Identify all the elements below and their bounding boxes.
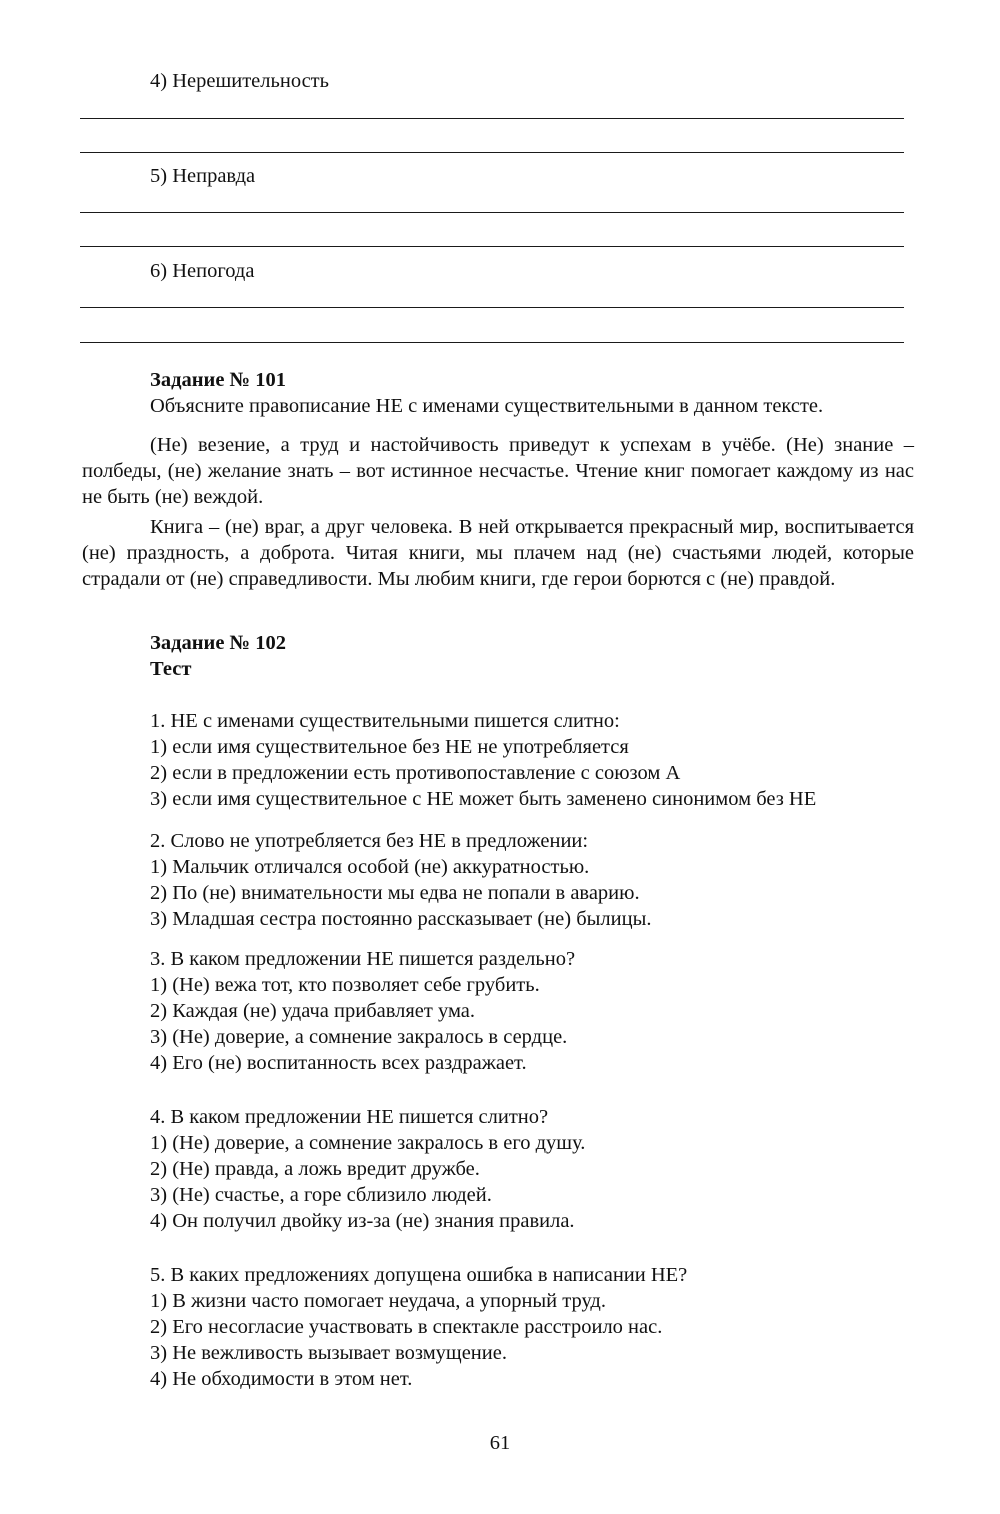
- answer-item-6: 6) Непогода: [150, 260, 255, 282]
- question-3: 3. В каком предложении НЕ пишется раздельно?: [150, 948, 576, 970]
- task-101-text: [82, 432, 914, 592]
- answer-line: [80, 246, 904, 247]
- question-4-option: 1) (Не) доверие, а сомнение закралось в его душу.: [150, 1132, 586, 1154]
- answer-item-4: 4) Нерешительность: [150, 70, 329, 92]
- question-2-option: 3) Младшая сестра постоянно рассказывает (не) былицы.: [150, 908, 652, 930]
- question-5-option: 3) Не вежливость вызывает возмущение.: [150, 1342, 507, 1364]
- answer-line: [80, 118, 904, 119]
- question-1-option: 3) если имя существительное с НЕ может быть заменено синонимом без НЕ: [150, 788, 817, 810]
- task-101-instruction: Объясните правописание НЕ с именами существительными в данном тексте.: [150, 395, 824, 417]
- answer-line: [80, 212, 904, 213]
- question-4-option: 2) (Не) правда, а ложь вредит дружбе.: [150, 1158, 480, 1180]
- task-101-heading: Задание № 101: [150, 369, 287, 391]
- question-2-option: 1) Мальчик отличался особой (не) аккуратностью.: [150, 856, 590, 878]
- answer-item-5: 5) Неправда: [150, 165, 256, 187]
- task-101-paragraph: Книга – (не) враг, а друг человека. В ней открывается прекрасный мир, воспитывается (не) праздность, а доброта. Читая книги, мы плачем над (не) счастьями людей, которые страдали от (не) справедливости. Мы любим книги, где герои борются с (не) правдой.: [82, 516, 914, 590]
- question-2-option: 2) По (не) внимательности мы едва не попали в аварию.: [150, 882, 640, 904]
- question-3-option: 3) (Не) доверие, а сомнение закралось в сердце.: [150, 1026, 568, 1048]
- question-1-option: 2) если в предложении есть противопоставление с союзом А: [150, 762, 681, 784]
- question-2: 2. Слово не употребляется без НЕ в предложении:: [150, 830, 589, 852]
- answer-line: [80, 307, 904, 308]
- question-4-option: 3) (Не) счастье, а горе сблизило людей.: [150, 1184, 492, 1206]
- question-3-option: 2) Каждая (не) удача прибавляет ума.: [150, 1000, 476, 1022]
- question-3-option: 1) (Не) вежа тот, кто позволяет себе грубить.: [150, 974, 540, 996]
- page-number: 61: [489, 1432, 511, 1454]
- task-102-subheading: Тест: [150, 658, 192, 680]
- question-1-option: 1) если имя существительное без НЕ не употребляется: [150, 736, 629, 758]
- question-3-option: 4) Его (не) воспитанность всех раздражает.: [150, 1052, 527, 1074]
- question-4-option: 4) Он получил двойку из-за (не) знания правила.: [150, 1210, 575, 1232]
- question-5-option: 4) Не обходимости в этом нет.: [150, 1368, 413, 1390]
- question-5-option: 1) В жизни часто помогает неудача, а упорный труд.: [150, 1290, 606, 1312]
- question-1: 1. НЕ с именами существительными пишется слитно:: [150, 710, 620, 732]
- task-102-heading: Задание № 102: [150, 632, 287, 654]
- question-5-option: 2) Его несогласие участвовать в спектакле расстроило нас.: [150, 1316, 663, 1338]
- answer-line: [80, 342, 904, 343]
- question-5: 5. В каких предложениях допущена ошибка в написании НЕ?: [150, 1264, 688, 1286]
- answer-line: [80, 152, 904, 153]
- question-4: 4. В каком предложении НЕ пишется слитно?: [150, 1106, 549, 1128]
- task-101-paragraph: (Не) везение, а труд и настойчивость приведут к успехам в учёбе. (Не) знание – полбеды, (не) желание знать – вот истинное несчастье. Чтение книг помогает каждому из нас не быть (не) веждой.: [82, 434, 914, 508]
